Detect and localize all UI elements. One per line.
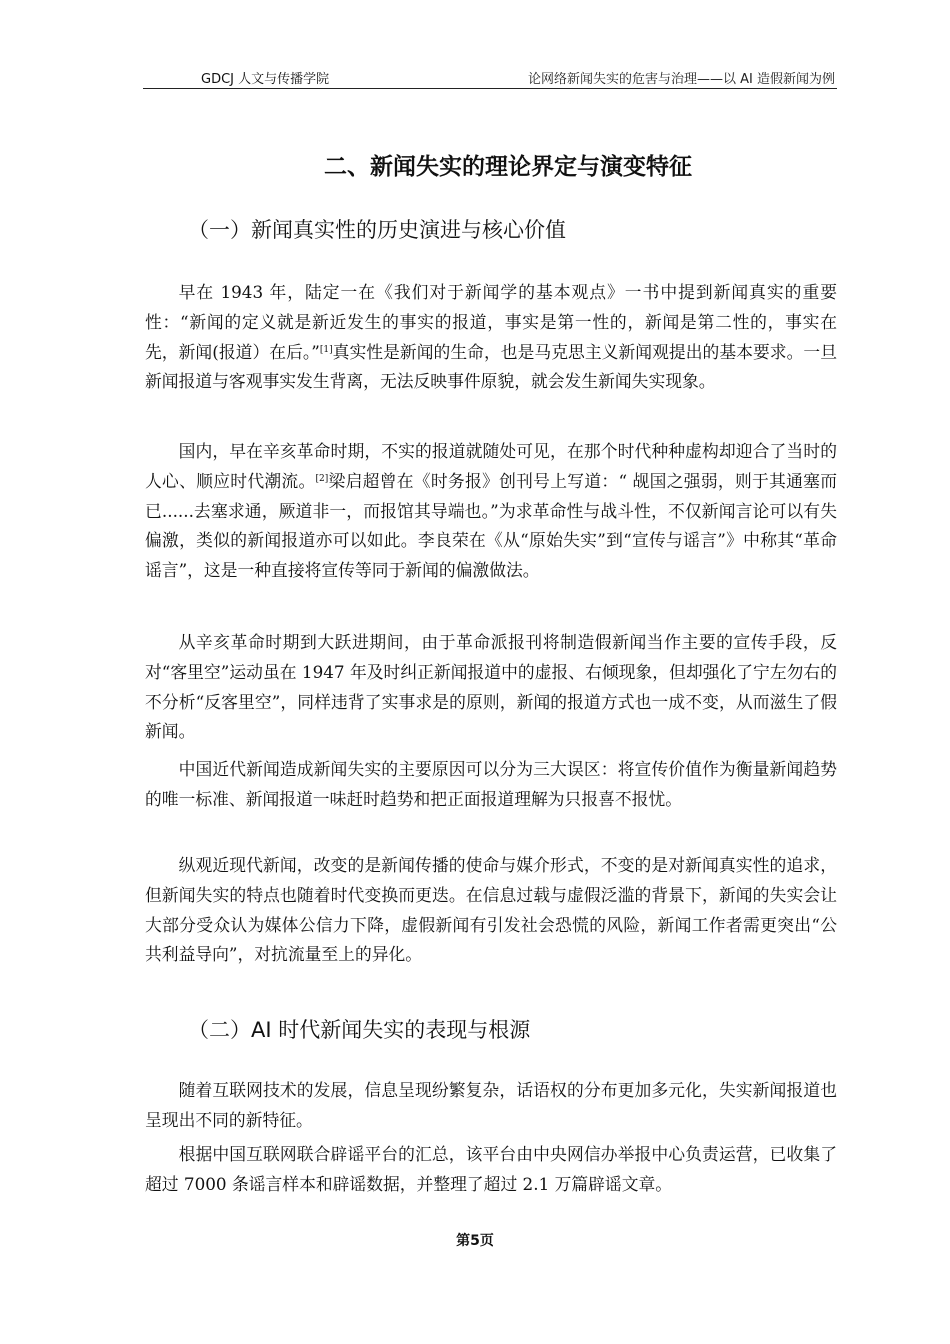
paragraph-text: 真实性是新闻的生命，也是马克思主义新闻观提出的基本要求。一旦新闻报道与客观事实发生背离，无法反映事件原貌，就会发生新闻失实现象。 <box>145 341 837 392</box>
section-title-1: （一）新闻真实性的历史演进与核心价值 <box>188 218 566 242</box>
paragraph-1-3: 从辛亥革命时期到大跃进期间，由于革命派报刊将制造假新闻当作主要的宣传手段，反对“客里空”运动虽在 1947 年及时纠正新闻报道中的虚报、右倾现象，但却强化了宁左勿右的不分析“反客里空”，同样违背了实事求是的原则，新闻的报道方式也一成不变，从而滋生了假新闻。 <box>145 632 837 742</box>
paragraph-text: 国内，早在辛亥革命时期，不实的报道就随处可见，在那个时代种种虚构却迎合了当时的人心、顺应时代潮流。 <box>145 441 837 491</box>
header-institution: GDCJ 人文与传播学院 <box>201 72 330 87</box>
citation-ref: [2] <box>315 473 329 484</box>
paragraph-2-2: 根据中国互联网联合辟谣平台的汇总，该平台由中央网信办举报中心负责运营，已收集了超过 7000 条谣言样本和辟谣数据，并整理了超过 2.1 万篇辟谣文章。 <box>145 1144 837 1194</box>
paragraph-1-2 <box>145 437 837 586</box>
paragraph-1-4: 中国近代新闻造成新闻失实的主要原因可以分为三大误区：将宣传价值作为衡量新闻趋势的唯一标准、新闻报道一味赶时趋势和把正面报道理解为只报喜不报忧。 <box>145 759 837 809</box>
header-paper-title: 论网络新闻失实的危害与治理——以 AI 造假新闻为例 <box>528 72 835 87</box>
running-header <box>143 62 837 89</box>
citation-ref: [1] <box>319 344 333 355</box>
paragraph-1-1 <box>145 278 837 397</box>
section-title-2: （二）AI 时代新闻失实的表现与根源 <box>188 1018 531 1042</box>
paragraph-text: 梁启超曾在《时务报》创刊号上写道：“ 觇国之强弱，则于其通塞而已......去塞求通，厥道非一，而报馆其导端也。”为求革命性与战斗性，不仅新闻言论可以有失偏激，类似的新闻报道亦可以如此。李良荣在《从“原始失实”到“宣传与谣言”》中称其“革命谣言”，这是一种直接将宣传等同于新闻的偏激做法。 <box>145 470 837 581</box>
page-number: 第5页 <box>456 1233 494 1249</box>
chapter-title: 二、新闻失实的理论界定与演变特征 <box>324 154 692 180</box>
paragraph-text: 早在 1943 年，陆定一在《我们对于新闻学的基本观点》一书中提到新闻真实的重要性：“新闻的定义就是新近发生的事实的报道，事实是第一性的，新闻是第二性的，事实在先，新闻(报道）在后。” <box>145 282 837 362</box>
paragraph-1-5: 纵观近现代新闻，改变的是新闻传播的使命与媒介形式，不变的是对新闻真实性的追求，但新闻失实的特点也随着时代变换而更迭。在信息过载与虚假泛滥的背景下，新闻的失实会让大部分受众认为媒体公信力下降，虚假新闻有引发社会恐慌的风险，新闻工作者需更突出“公共利益导向”，对抗流量至上的异化。 <box>145 855 837 965</box>
paragraph-2-1: 随着互联网技术的发展，信息呈现纷繁复杂，话语权的分布更加多元化，失实新闻报道也呈现出不同的新特征。 <box>145 1080 837 1130</box>
